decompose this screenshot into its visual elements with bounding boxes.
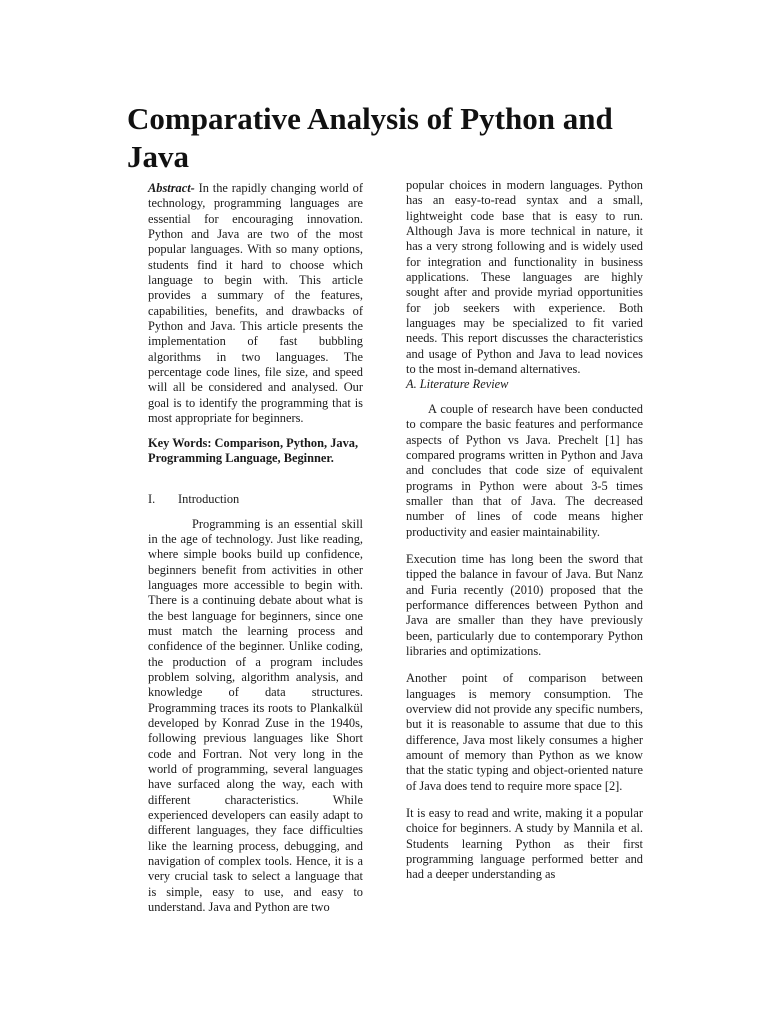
lit-paragraph: It is easy to read and write, making it a popular choice for beginners. A study by Mannila et al. Students learning Python as their first programming language performed better and had a deeper understanding as: [406, 806, 643, 882]
abstract: [148, 181, 363, 427]
intro-paragraph: Programming is an essential skill in the age of technology. Just like reading, where simple books build up confidence, beginners benefit from activities in other languages more accessible to begin with. There is a continuing debate about what is the best language for beginners, since one must match the learning process and confidence of the beginner. Unlike coding, the production of a program includes problem solving, algorithm analysis, and knowledge of data structures. Programming traces its roots to Plankalkül developed by Konrad Zuse in the 1940s, following previous languages like Short code and Fortran. Not very long in the world of programming, several languages have surfaced along the way, each with different characteristics. While experienced developers can easily adapt to different languages, they face difficulties like the learning process, debugging, and navigation of complex tools. Hence, it is a very crucial task to select a language that is simple, easy to use, and easy to understand. Java and Python are two: [148, 516, 363, 915]
intro-continuation: popular choices in modern languages. Python has an easy-to-read syntax and a small, lightweight code base that is easy to run. Although Java is more technical in nature, it has a very strong following and is widely used for integration and functionality in business applications. These languages are highly sought after and provide myriad opportunities for job seekers with experience. Both languages may be specialized to fit varied needs. This report discusses the characteristics and usage of Python and Java to lead novices to the most in-demand alternatives.: [406, 178, 643, 377]
section-title: Introduction: [178, 492, 240, 507]
abstract-text: In the rapidly changing world of technology, programming languages are essential for encouraging innovation. Python and Java are two of the most popular languages. With so many options, students find it hard to choose which language to begin with. This article provides a summary of the features, capabilities, benefits, and drawbacks of Python and Java. This article presents the implementation of fast bubbling algorithms in two languages. The percentage code lines, file size, and speed will all be considered and analysed. Our goal is to identify the programming that is most appropriate for beginners.: [148, 181, 363, 426]
section-number: I.: [148, 492, 156, 507]
section-heading-introduction: [148, 492, 363, 507]
right-column: [406, 178, 643, 883]
keywords: Key Words: Comparison, Python, Java, Programming Language, Beginner.: [148, 435, 359, 465]
lit-paragraph: Another point of comparison between languages is memory consumption. The overview did not provide any specific numbers, but it is reasonable to assume that due to this difference, Java most likely consumes a higher amount of memory than Python as we know that the static typing and object-oriented nature of Java does tend to require more space [2].: [406, 671, 643, 793]
paper-title: Comparative Analysis of Python and Java: [127, 101, 613, 174]
lit-paragraph: A couple of research have been conducted to compare the basic features and performance aspects of Python vs Java. Prechelt [1] has compared programs written in Python and Java and concludes that code size of equivalent programs in Python were about 3-5 times smaller than that of Java. The decreased number of lines of code means higher productivity and easier maintainability.: [406, 401, 643, 539]
abstract-label: Abstract-: [148, 181, 195, 195]
left-column: [148, 181, 363, 915]
subsection-heading-literature-review: A. Literature Review: [406, 377, 509, 392]
lit-paragraph: Execution time has long been the sword that tipped the balance in favour of Java. But Nanz and Furia recently (2010) proposed that the performance differences between Python and Java are smaller than they have previously been, particularly due to contemporary Python libraries and optimizations.: [406, 551, 643, 658]
